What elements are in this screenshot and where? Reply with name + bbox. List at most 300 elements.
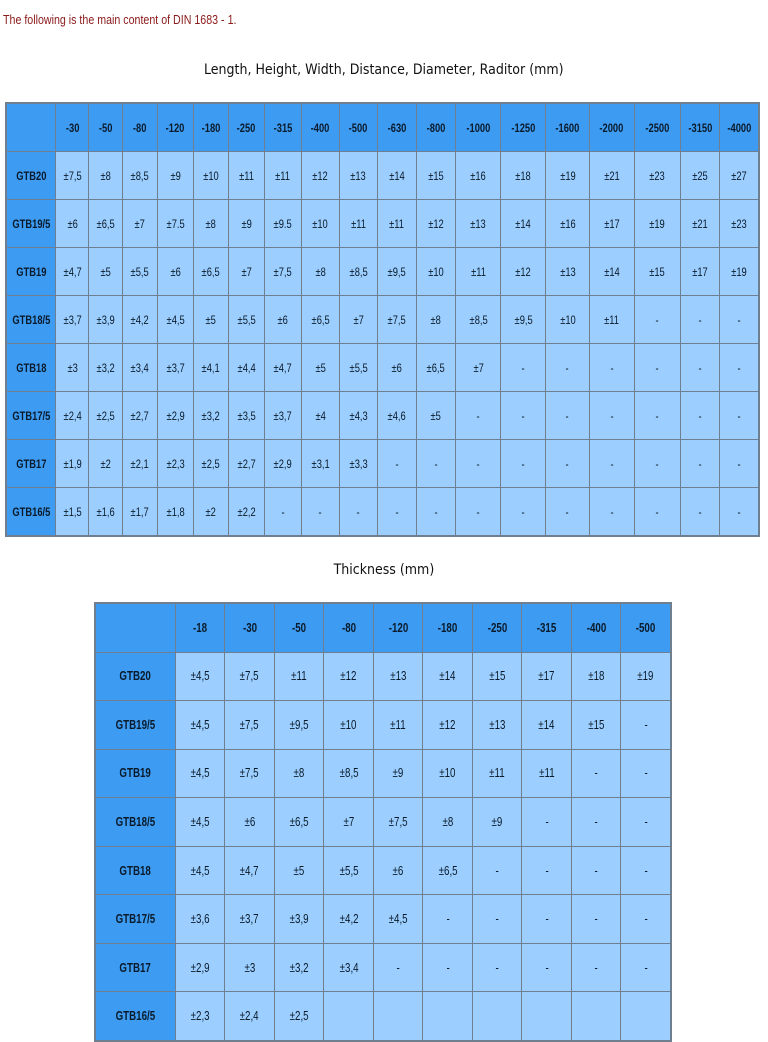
- column-header-label: -120: [388, 620, 408, 635]
- cell-value: ±15: [428, 168, 444, 183]
- cell-value: ±2,1: [130, 456, 150, 471]
- cell-value: ±4,7: [240, 863, 260, 878]
- cell-value: ±11: [538, 766, 555, 781]
- table-cell: [56, 200, 88, 247]
- row-header: [7, 440, 55, 487]
- table-cell: [158, 152, 192, 199]
- cell-value: -: [698, 360, 702, 375]
- cell-value: ±13: [390, 669, 407, 684]
- table-cell: [229, 488, 263, 535]
- cell-value: ±19: [649, 216, 665, 231]
- table-cell: [302, 488, 339, 535]
- table-cell: [225, 750, 274, 798]
- cell-value: -: [521, 360, 525, 375]
- cell-value: ±2,4: [63, 408, 82, 423]
- cell-value: ±5: [293, 863, 305, 878]
- cell-value: ±8: [293, 766, 305, 781]
- cell-value: ±6,5: [289, 814, 309, 829]
- table-cell: [720, 392, 758, 439]
- table-cell: [225, 895, 274, 943]
- table-cell: [275, 798, 324, 846]
- cell-value: ±3,2: [96, 360, 115, 375]
- table-cell: [265, 296, 302, 343]
- cell-value: ±4,5: [190, 814, 210, 829]
- row-header: [96, 944, 175, 992]
- table-cell: [423, 895, 472, 943]
- table-row: [7, 152, 758, 199]
- column-header: [720, 104, 758, 151]
- table-cell: [176, 944, 225, 992]
- table-cell: [374, 847, 423, 895]
- table-cell: [378, 488, 416, 535]
- table-cell: [621, 798, 670, 846]
- table-cell: [501, 200, 545, 247]
- cell-value: ±25: [692, 168, 708, 183]
- cell-value: -: [737, 456, 741, 471]
- column-header-label: -3150: [687, 120, 712, 135]
- table-cell: [473, 895, 522, 943]
- cell-value: -: [610, 408, 614, 423]
- cell-value: -: [610, 456, 614, 471]
- cell-value: ±27: [731, 168, 747, 183]
- cell-value: ±4,5: [190, 669, 210, 684]
- table-cell: [720, 344, 758, 391]
- table-cell: [572, 895, 621, 943]
- row-header-label: GTB17: [119, 960, 152, 975]
- table-cell: [590, 200, 634, 247]
- cell-value: -: [698, 504, 702, 519]
- row-header-label: GTB19/5: [115, 717, 156, 732]
- cell-value: ±7,5: [387, 312, 407, 327]
- table-cell: [265, 152, 302, 199]
- table-cell: [473, 653, 522, 701]
- cell-value: -: [545, 912, 549, 927]
- table-cell: [473, 750, 522, 798]
- cell-value: ±4,5: [388, 912, 408, 927]
- length-tolerance-table-body: [7, 104, 758, 535]
- table-row: [7, 344, 758, 391]
- cell-value: ±4,2: [339, 912, 359, 927]
- table-cell: [681, 440, 720, 487]
- cell-value: ±9: [392, 766, 404, 781]
- table-cell: [501, 440, 545, 487]
- cell-value: -: [737, 408, 741, 423]
- table-cell: [572, 701, 621, 749]
- table-cell: [194, 248, 228, 295]
- cell-value: ±7,5: [388, 814, 408, 829]
- cell-value: ±2,5: [201, 456, 220, 471]
- table-cell: [374, 750, 423, 798]
- cell-value: ±7,5: [240, 669, 260, 684]
- table-row: [7, 392, 758, 439]
- table-cell: [423, 798, 472, 846]
- table-row: [96, 847, 670, 895]
- cell-value: ±3,1: [311, 456, 330, 471]
- column-header-label: -50: [98, 120, 113, 135]
- column-header-label: -80: [341, 620, 356, 635]
- column-header: [374, 604, 423, 652]
- table-cell: [340, 296, 378, 343]
- column-header: [621, 604, 670, 652]
- table-cell: [229, 152, 263, 199]
- table-cell: [423, 992, 472, 1040]
- cell-value: ±4: [315, 408, 326, 423]
- table-cell: [275, 944, 324, 992]
- table-cell: [590, 392, 634, 439]
- table-cell: [324, 992, 373, 1040]
- table-cell: [89, 440, 121, 487]
- header-row: [96, 604, 670, 652]
- table-cell: [378, 296, 416, 343]
- table1-caption-text: Length, Height, Width, Distance, Diameter, Raditor (mm): [204, 62, 564, 78]
- cell-value: ±15: [588, 717, 605, 732]
- cell-value: ±3,4: [339, 960, 359, 975]
- table-cell: [621, 701, 670, 749]
- cell-value: -: [395, 456, 399, 471]
- cell-value: -: [698, 408, 702, 423]
- row-header: [7, 200, 55, 247]
- table-row: [7, 200, 758, 247]
- cell-value: ±10: [428, 264, 444, 279]
- cell-value: ±5: [205, 312, 217, 327]
- cell-value: ±6,5: [427, 360, 446, 375]
- cell-value: ±1,5: [63, 504, 82, 519]
- table-cell: [275, 992, 324, 1040]
- table2-caption-text: Thickness (mm): [333, 562, 435, 578]
- table-cell: [340, 488, 378, 535]
- cell-value: ±6,5: [201, 264, 220, 279]
- table-cell: [89, 296, 121, 343]
- cell-value: ±9,5: [387, 264, 407, 279]
- table-cell: [423, 701, 472, 749]
- cell-value: -: [594, 814, 598, 829]
- cell-value: ±21: [604, 168, 620, 183]
- cell-value: ±5,5: [130, 264, 150, 279]
- cell-value: ±5,5: [339, 863, 359, 878]
- cell-value: ±3,7: [166, 360, 185, 375]
- cell-value: -: [356, 504, 360, 519]
- column-header-label: -180: [201, 120, 221, 135]
- cell-value: ±6,5: [311, 312, 330, 327]
- column-header-label: -500: [635, 620, 656, 635]
- column-header-label: -315: [536, 620, 557, 635]
- cell-value: -: [594, 863, 598, 878]
- column-header: [417, 104, 456, 151]
- cell-value: ±11: [470, 264, 486, 279]
- column-header: [423, 604, 472, 652]
- table-cell: [89, 344, 121, 391]
- cell-value: -: [521, 408, 525, 423]
- row-header: [7, 248, 55, 295]
- table-cell: [302, 440, 339, 487]
- cell-value: ±4,1: [201, 360, 220, 375]
- column-header-label: -400: [310, 120, 330, 135]
- cell-value: ±1,9: [63, 456, 82, 471]
- table-cell: [501, 296, 545, 343]
- table-cell: [302, 248, 339, 295]
- cell-value: ±9,5: [514, 312, 533, 327]
- cell-value: ±2: [100, 456, 111, 471]
- table-cell: [340, 440, 378, 487]
- cell-value: ±2,7: [130, 408, 150, 423]
- table-cell: [194, 344, 228, 391]
- cell-value: ±11: [350, 216, 366, 231]
- table-cell: [378, 392, 416, 439]
- row-header-label: GTB18: [119, 863, 152, 878]
- table-cell: [572, 944, 621, 992]
- table1-caption: [0, 62, 768, 78]
- cell-value: -: [395, 504, 399, 519]
- table-cell: [681, 248, 720, 295]
- table-cell: [522, 847, 571, 895]
- cell-value: -: [655, 456, 659, 471]
- table-cell: [720, 488, 758, 535]
- table-cell: [621, 992, 670, 1040]
- cell-value: ±6: [67, 216, 78, 231]
- cell-value: -: [434, 504, 438, 519]
- cell-value: -: [545, 960, 549, 975]
- table-cell: [681, 488, 720, 535]
- table-row: [96, 701, 670, 749]
- row-header: [7, 296, 55, 343]
- column-header: [378, 104, 416, 151]
- table-cell: [720, 200, 758, 247]
- table-cell: [423, 847, 472, 895]
- row-header: [96, 798, 175, 846]
- cell-value: ±23: [649, 168, 665, 183]
- column-header-label: -30: [242, 620, 257, 635]
- table-cell: [522, 798, 571, 846]
- cell-value: -: [737, 504, 741, 519]
- cell-value: ±15: [649, 264, 665, 279]
- table-cell: [456, 344, 500, 391]
- table-cell: [546, 200, 589, 247]
- table-cell: [176, 847, 225, 895]
- table-row: [96, 992, 670, 1040]
- table-cell: [194, 488, 228, 535]
- table-cell: [158, 296, 192, 343]
- table-cell: [324, 895, 373, 943]
- cell-value: -: [521, 456, 525, 471]
- column-header: [89, 104, 121, 151]
- row-header: [96, 992, 175, 1040]
- table-cell: [417, 488, 456, 535]
- table-cell: [635, 392, 680, 439]
- cell-value: ±11: [275, 168, 291, 183]
- table-cell: [546, 440, 589, 487]
- cell-value: ±16: [470, 168, 487, 183]
- cell-value: ±2,9: [273, 456, 292, 471]
- cell-value: ±7: [343, 814, 355, 829]
- cell-value: ±13: [559, 264, 576, 279]
- cell-value: ±9: [491, 814, 503, 829]
- table-cell: [572, 653, 621, 701]
- column-header: [265, 104, 302, 151]
- cell-value: ±4,7: [273, 360, 292, 375]
- table-cell: [417, 248, 456, 295]
- table-cell: [225, 944, 274, 992]
- table-cell: [378, 248, 416, 295]
- column-header-label: -1000: [466, 120, 491, 135]
- cell-value: ±14: [515, 216, 531, 231]
- cell-value: ±5,5: [237, 312, 256, 327]
- column-header: [473, 604, 522, 652]
- cell-value: ±2: [205, 504, 217, 519]
- table-cell: [501, 392, 545, 439]
- table-cell: [522, 653, 571, 701]
- cell-value: -: [495, 960, 499, 975]
- table-cell: [417, 200, 456, 247]
- cell-value: -: [446, 912, 450, 927]
- cell-value: -: [565, 408, 570, 423]
- cell-value: -: [644, 814, 648, 829]
- cell-value: ±3,5: [237, 408, 256, 423]
- table-cell: [546, 344, 589, 391]
- table-cell: [123, 200, 157, 247]
- table-cell: [340, 344, 378, 391]
- table-cell: [56, 440, 88, 487]
- cell-value: ±13: [350, 168, 367, 183]
- table-cell: [572, 992, 621, 1040]
- table-cell: [501, 488, 545, 535]
- column-header-label: -2500: [645, 120, 670, 135]
- column-header: [340, 104, 378, 151]
- row-header: [7, 344, 55, 391]
- cell-value: ±17: [604, 216, 620, 231]
- table-cell: [158, 248, 192, 295]
- cell-value: ±3,2: [289, 960, 309, 975]
- cell-value: -: [565, 360, 570, 375]
- cell-value: ±19: [559, 168, 576, 183]
- table-cell: [635, 296, 680, 343]
- row-header-label: GTB16/5: [115, 1009, 156, 1024]
- cell-value: ±6,5: [438, 863, 458, 878]
- table-cell: [56, 392, 88, 439]
- table-cell: [501, 248, 545, 295]
- column-header-label: -180: [437, 620, 458, 635]
- cell-value: ±4,6: [387, 408, 407, 423]
- table-cell: [423, 653, 472, 701]
- cell-value: ±4,5: [190, 863, 210, 878]
- table-cell: [572, 798, 621, 846]
- cell-value: ±17: [538, 669, 555, 684]
- table-cell: [123, 152, 157, 199]
- table-cell: [635, 488, 680, 535]
- table-cell: [89, 488, 121, 535]
- row-header-label: GTB18: [15, 360, 47, 375]
- table-cell: [572, 750, 621, 798]
- table-cell: [56, 344, 88, 391]
- column-header-label: -30: [65, 120, 79, 135]
- table-cell: [194, 392, 228, 439]
- row-header: [7, 392, 55, 439]
- cell-value: ±3,6: [190, 912, 210, 927]
- row-header-label: GTB20: [15, 168, 47, 183]
- cell-value: ±10: [312, 216, 329, 231]
- table-cell: [275, 653, 324, 701]
- table-cell: [265, 440, 302, 487]
- column-header-label: -2000: [599, 120, 624, 135]
- table-cell: [621, 750, 670, 798]
- cell-value: ±10: [340, 717, 357, 732]
- cell-value: ±11: [389, 216, 405, 231]
- cell-value: ±7: [134, 216, 146, 231]
- cell-value: -: [594, 766, 598, 781]
- table-row: [96, 798, 670, 846]
- table-cell: [522, 895, 571, 943]
- cell-value: ±12: [428, 216, 444, 231]
- column-header: [681, 104, 720, 151]
- column-header: [56, 104, 88, 151]
- cell-value: ±7: [241, 264, 252, 279]
- cell-value: ±14: [538, 717, 555, 732]
- cell-value: ±3,4: [130, 360, 150, 375]
- column-header: [635, 104, 680, 151]
- column-header-label: -250: [487, 620, 507, 635]
- column-header-label: -400: [586, 620, 606, 635]
- length-tolerance-table: [5, 102, 760, 537]
- cell-value: -: [698, 312, 702, 327]
- table-cell: [275, 847, 324, 895]
- cell-value: ±5,5: [349, 360, 368, 375]
- cell-value: ±12: [515, 264, 531, 279]
- cell-value: ±7,5: [63, 168, 82, 183]
- cell-value: -: [644, 912, 648, 927]
- cell-value: ±4,7: [63, 264, 82, 279]
- table-cell: [456, 296, 500, 343]
- table-cell: [681, 392, 720, 439]
- column-header-label: -630: [387, 120, 407, 135]
- table-cell: [340, 248, 378, 295]
- table-cell: [374, 895, 423, 943]
- cell-value: ±4,5: [166, 312, 185, 327]
- table-cell: [176, 895, 225, 943]
- table-cell: [501, 152, 545, 199]
- header-row: [7, 104, 758, 151]
- table-cell: [194, 296, 228, 343]
- row-header: [96, 847, 175, 895]
- row-header: [96, 701, 175, 749]
- table-cell: [176, 701, 225, 749]
- cell-value: -: [644, 717, 648, 732]
- cell-value: ±7,5: [273, 264, 292, 279]
- table-cell: [89, 152, 121, 199]
- table-cell: [229, 296, 263, 343]
- cell-value: ±2,5: [289, 1009, 309, 1024]
- cell-value: ±23: [731, 216, 747, 231]
- cell-value: ±18: [588, 669, 605, 684]
- table-cell: [720, 248, 758, 295]
- table-cell: [378, 200, 416, 247]
- column-header: [194, 104, 228, 151]
- row-header-label: GTB19/5: [12, 216, 51, 231]
- table-cell: [621, 653, 670, 701]
- table-cell: [324, 798, 373, 846]
- table-cell: [225, 992, 274, 1040]
- cell-value: ±7.5: [166, 216, 185, 231]
- table-cell: [522, 992, 571, 1040]
- table-cell: [324, 750, 373, 798]
- cell-value: -: [644, 863, 648, 878]
- table-cell: [176, 992, 225, 1040]
- cell-value: ±15: [489, 669, 506, 684]
- cell-value: -: [565, 456, 570, 471]
- table-cell: [194, 440, 228, 487]
- table-cell: [456, 440, 500, 487]
- table-cell: [194, 200, 228, 247]
- table-cell: [340, 152, 378, 199]
- table-cell: [635, 200, 680, 247]
